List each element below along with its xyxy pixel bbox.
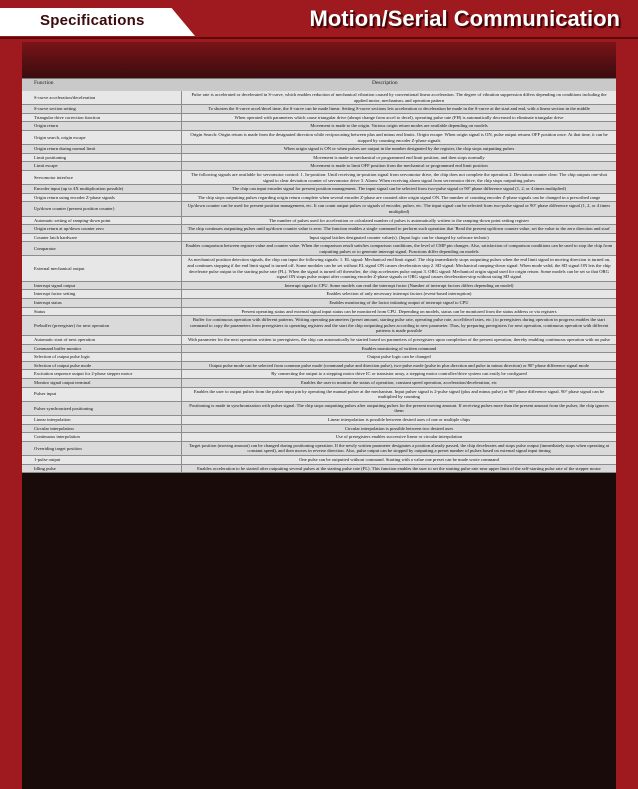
function-cell: Idling pulse: [22, 464, 182, 473]
table-row: [22, 122, 616, 131]
function-cell: Monitor signal output terminal: [22, 378, 182, 387]
description-cell: Present operating status and external signal input status can be monitored from CPU. Depending on models, status can be monitored from the status address or via registers: [182, 307, 617, 316]
function-cell: 1-pulse output: [22, 455, 182, 464]
description-cell: Linear interpolation is possible between desired axes of one or multiple chips: [182, 415, 617, 424]
section-label: Specifications: [40, 12, 145, 29]
table-row: [22, 105, 616, 114]
table-row: [22, 455, 616, 464]
description-cell: Enables the user to monitor the status of operation, constant speed operation, acceleration/deceleration, etc: [182, 378, 617, 387]
description-cell: Enables monitoring of written command: [182, 344, 617, 353]
function-cell: Limit escape: [22, 162, 182, 171]
function-cell: Origin return using encoder Z-phase signals: [22, 193, 182, 202]
table-header: [22, 78, 616, 91]
description-cell: Circular interpolation is possible between two desired axes: [182, 424, 617, 433]
table-row: [22, 290, 616, 299]
description-cell: One pulse can be outputted without command. Starting with a value one preset can be made wrote command: [182, 455, 617, 464]
function-cell: Interrupt signal output: [22, 281, 182, 290]
header-divider: [0, 37, 638, 39]
description-cell: When origin signal is ON or when pulses are output in the number designated by the register, the chip stops outputting pulses: [182, 145, 617, 154]
table-row: [22, 353, 616, 362]
function-cell: Circular interpolation: [22, 424, 182, 433]
function-cell: Encoder input (up to 4X multiplication possible): [22, 185, 182, 194]
function-cell: Origin return at up/down counter zero: [22, 225, 182, 234]
function-cell: S-curve acceleration/deceleration: [22, 91, 182, 105]
function-cell: Origin return during normal limit: [22, 145, 182, 154]
description-cell: Output pulse mode can be selected from common pulse mode (command pulse and direction pulse), two-pulse mode (pulse in plus direction and pulse in minus direction) or 90° phase difference signal mode: [182, 361, 617, 370]
function-cell: Continuous interpolation: [22, 433, 182, 442]
function-cell: Origin search, origin escape: [22, 130, 182, 144]
description-cell: Output pulse logic can be changed: [182, 353, 617, 362]
table-row: [22, 113, 616, 122]
description-cell: To shorten the S-curve accel/decel time, the S-curve can be made linear. Setting S-curve sections lets acceleration or deceleration be made in the S-curve at the start and end, with a linear section in the middle: [182, 105, 617, 114]
table-row: [22, 162, 616, 171]
table-row: [22, 424, 616, 433]
table-row: [22, 401, 616, 415]
spec-table: [22, 91, 616, 473]
table-row: [22, 170, 616, 184]
function-cell: Command buffer monitor: [22, 344, 182, 353]
table-row: [22, 153, 616, 162]
function-cell: Pulser input: [22, 387, 182, 401]
description-cell: Positioning is made in synchronization with pulser signal. The chip stops outputting pulses after outputting pulses for the present moving amount. If receiving pulses more than the present amount from the pulser, the chip ignores them: [182, 401, 617, 415]
column-header-function: Function: [34, 80, 54, 86]
function-cell: Servomotor interface: [22, 170, 182, 184]
description-cell: Enables acceleration to be started after outputting several pulses at the starting pulse rate (FL). This function enables the user to set the starting pulse rate near upper limit of the self-starting pulse rate of the stepper motor: [182, 464, 617, 473]
table-row: [22, 378, 616, 387]
description-cell: As mechanical position detection signals, the chip can input the following signals: 1. EL signal: Mechanical end limit signal. The chip immediately stops outputting pulses when the end limit signal in moving direction is turned on, and continues stopping if the end limit signal is turned off. Some modules can be set without EL signal ON causes deceleration stop 2. SD signal: Mechanical ramping-down signal. When mode valid, the SD signal ON lets the chip decelerate pulse output to the starting pulse rate (FL). When the signal is turned off thereafter, the chip accelerates pulse output 3. ORG signal: Mechanical origin signal used for origin return. Some models can be set so that ORG signal ON stops pulse output after counting encoder Z-phase signals or ORG signal causes deceleration-stop without using SD signal: [182, 256, 617, 281]
page-title: Motion/Serial Communication: [309, 6, 620, 31]
table-row: [22, 130, 616, 144]
description-cell: Buffer for continuous operation with different patterns. Writing operating parameters (preset amount, starting pulse rate, operating pulse rate, accel/decel rates, etc.) to preregisters during operation in progress enables the start command to copy the parameters from preregisters to operating registers and the start the chip outputting pulses according to new parameter. Thus, by preparing preregisters for next operation, continuous operation with different patterns is made possible: [182, 316, 617, 336]
table-row: [22, 344, 616, 353]
table-row: [22, 299, 616, 308]
description-cell: Input signal latches designated counter value(s). (Input logic can be changed by software technic): [182, 233, 617, 242]
column-header-description: Description: [372, 80, 398, 86]
table-row: [22, 441, 616, 455]
table-row: [22, 464, 616, 473]
description-cell: The following signals are available for servomotor control: 1. In-position: Until receiving in-position signal from servomotor drive, the chip does not complete the operation 2. Deviation counter clear: The chip outputs one-shot signal to clear deviation counter of servomotor drive 3. Alarm: When receiving alarm signal from servomotor drive, the chip stops outputting pulses: [182, 170, 617, 184]
table-row: [22, 433, 616, 442]
page-header: [0, 0, 638, 38]
table-row: [22, 193, 616, 202]
table-row: [22, 216, 616, 225]
function-cell: Triangular drive correction function: [22, 113, 182, 122]
table-row: [22, 415, 616, 424]
description-cell: With parameter for the next operation written to preregisters, the chip can automatically be started based on parameters of preregisters upon completion of the present operation, thereby enabling continuous operation with no pulse: [182, 336, 617, 345]
function-cell: S-curve section setting: [22, 105, 182, 114]
table-row: [22, 370, 616, 379]
function-cell: Automatic setting of ramping-down point: [22, 216, 182, 225]
function-cell: Overriding target position: [22, 441, 182, 455]
description-cell: Up/down counter can be used for present position management, etc. It can count output pulses or signals of encoder, pulser, etc. The input signal can be selected from two-pulse signal or 90° phase difference signal (1, 2, or 4 times multiplied): [182, 202, 617, 216]
description-cell: Origin Search: Origin return is made from the designated direction while reciprocating between plus and minus end limits. Origin escape: When origin signal is ON, pulse output returns OFF position once. At that time, it can be stopped by counting encoder Z-phase signals: [182, 130, 617, 144]
table-row: [22, 336, 616, 345]
table-row: [22, 281, 616, 290]
function-cell: Selection of output pulse mode: [22, 361, 182, 370]
description-cell: When operated with parameters which cause triangular drive (abrupt change from accel to decel), operating pulse rate (FH) is automatically decreased to eliminate triangular drive: [182, 113, 617, 122]
description-cell: Use of preregisters enables successive linear or circular interpolation: [182, 433, 617, 442]
description-cell: Enables the user to output pulses from the pulser input pin by operating the manual pulser at the mechanism. Input pulser signal is 2-pulse signal (plus and minus pulse) or 90° phase difference signal. 90° phase signal can be multiplied by counting: [182, 387, 617, 401]
table-row: [22, 233, 616, 242]
description-cell: Target position (moving amount) can be changed during positioning operation. If the newly written parameter designates a position already passed, the chip decelerates and stops pulse output (immediately stops when operating at constant speed), and then moves in reverse direction. Also, pulse output can be stopped by outputting a preset number of pulses based on external signal input timing: [182, 441, 617, 455]
function-cell: Prebuffer (preregister) for next operation: [22, 316, 182, 336]
description-cell: Enables comparison between register value and counter value. When the comparison result satisfies comparison conditions, the level of CMP pin changes. Also, satisfaction of comparison conditions can be used to stop the chip from outputting pulses or to generate interrupt signal. Functions differ depending on models: [182, 242, 617, 256]
description-cell: Movement is made to mechanical or programmed end limit position, and then stops normally: [182, 153, 617, 162]
table-row: [22, 387, 616, 401]
function-cell: Linear interpolation: [22, 415, 182, 424]
function-cell: Interrupt factor setting: [22, 290, 182, 299]
description-cell: The chip continues outputting pulses until up/down counter value is zero. The function enables a single command to perform such operation that 'Read the present up/down counter value, set the value to the zero direction and start': [182, 225, 617, 234]
description-cell: Movement is made to the origin. Various origin return modes are available depending on models: [182, 122, 617, 131]
function-cell: Comparator: [22, 242, 182, 256]
spec-table-panel: [22, 42, 616, 789]
function-cell: Pulser synchronized positioning: [22, 401, 182, 415]
function-cell: Selection of output pulse logic: [22, 353, 182, 362]
function-cell: Automatic start of next operation: [22, 336, 182, 345]
description-cell: Enables monitoring of the factor initiating output of interrupt signal to CPU: [182, 299, 617, 308]
description-cell: The chip can input encoder signal for present position management. The input signal can be selected from two-pulse signal or 90° phase difference signal (1, 2, or 4 times multiplied): [182, 185, 617, 194]
function-cell: Excitation sequence output for 2-phase stepper motor: [22, 370, 182, 379]
function-cell: External mechanical output: [22, 256, 182, 281]
description-cell: Interrupt signal to CPU. Some models can read the interrupt factor (Number of interrupt factors differs depending on model): [182, 281, 617, 290]
function-cell: Limit positioning: [22, 153, 182, 162]
description-cell: Pulse rate is accelerated or decelerated in S-curve, which enables reduction of mechanical vibration caused by conventional linear acceleration. The degree of vibration suppression differs depending on conditions including the applied motor, mechanism, and operation pattern: [182, 91, 617, 105]
table-row: [22, 307, 616, 316]
function-cell: Interrupt status: [22, 299, 182, 308]
table-row: [22, 202, 616, 216]
function-cell: Counter latch hardware: [22, 233, 182, 242]
description-cell: Enables selection of only necessary interrupt factors (event-based interruption): [182, 290, 617, 299]
table-row: [22, 145, 616, 154]
table-row: [22, 91, 616, 105]
function-cell: Origin return: [22, 122, 182, 131]
description-cell: The chip stops outputting pulses regarding origin return complete when several encoder Z-phase are counted after origin signal ON. The number of counting encoder Z-phase signals can be changed in a prescribed range: [182, 193, 617, 202]
function-cell: Up/down counter (present position counter): [22, 202, 182, 216]
table-row: [22, 256, 616, 281]
description-cell: Movement is made to limit OFF position from the mechanical or programmed end limit position: [182, 162, 617, 171]
table-row: [22, 185, 616, 194]
function-cell: Status: [22, 307, 182, 316]
table-row: [22, 225, 616, 234]
table-row: [22, 316, 616, 336]
table-row: [22, 242, 616, 256]
table-row: [22, 361, 616, 370]
panel-banner: [22, 42, 616, 78]
description-cell: The number of pulses used for acceleration or calculated number of pulses is automatically written to the ramping-down point setting register: [182, 216, 617, 225]
description-cell: By connecting the output to a stepping motor drive IC or transistor array, a stepping motor controller/drive system can easily be configured: [182, 370, 617, 379]
